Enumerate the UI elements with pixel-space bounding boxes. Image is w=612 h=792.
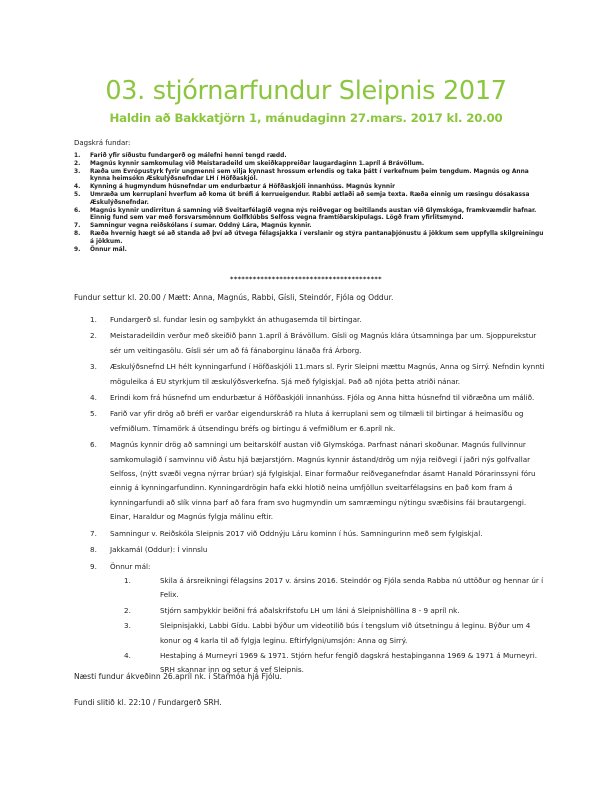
agenda-item: 9. Önnur mál.: [74, 246, 127, 253]
minutes-item: 8. Jakkamál (Oddur): Í vinnslu: [90, 545, 208, 555]
meeting-closed-line: Fundi slitið kl. 22:10 / Fundargerð SRH.: [74, 698, 222, 707]
minutes-item: 1. Fundargerð sl. fundar lesin og samþykkt án athugasemda til birtingar.: [90, 315, 362, 324]
agenda-item: 6. Magnús kynnir undirritun á samning við Sveitarfélagið vegna nýs reiðvegar og beitilands austan við Glymskóga, framkvæmdir hafnar. Einnig fund sem var með forsvarsmönnum Golfklúbbs Selfoss vegna framtíðarskipulags. Lögð fram yfirlitsmynd.: [74, 207, 537, 222]
minutes-item: 5. Farið var yfir drög að bréfi er varðar eigendurskráð ra hluta á kerruplani sem og tilmæli til birtingar á heimasíðu og vefmiðlum. Tímamörk á útsendingu bréfs og birtingu á vefmiðlum er 6.apríl nk.: [90, 409, 524, 433]
page-subtitle: Haldin að Bakkatjörn 1, mánudaginn 27.mars. 2017 kl. 20.00: [109, 111, 503, 125]
next-meeting-line: Næsti fundur ákveðinn 26.apríl nk. í Starmóa hjá Fjólu.: [74, 672, 282, 681]
other-matters-list: [110, 574, 545, 678]
page-title: 03. stjórnarfundur Sleipnis 2017: [105, 76, 507, 106]
other-matters-item: 3. Sleipnisjakki, Labbi Gídu. Labbi býður um videotilið bús í tengslum við útsetningu á leginu. Býður um 4 konur og 4 karla til að fylgja leginu. Eftirfylgni/umsjón: Anna og Sirrý.: [124, 621, 531, 645]
other-matters-item: 2. Stjórn samþykkir beiðni frá aðalskrifstofu LH um láni á Sleipnishöllina 8 - 9 apríl nk.: [124, 605, 460, 615]
agenda-item: 5. Umræða um kerruplani hverfum að koma út bréfi á kerrueigendur. Rabbi ætlaði að semja texta. Ræða einnig um ræsingu dósakassa Æskulýðsnefndar.: [74, 191, 530, 206]
meeting-set-line: Fundur settur kl. 20.00 / Mætt: Anna, Magnús, Rabbi, Gísli, Steindór, Fjóla og Oddur.: [74, 293, 394, 302]
agenda-list: [74, 153, 544, 254]
other-matters-item: 4. Hestaþing á Murneyri 1969 & 1971. Stjórn hefur fengið dagskrá hestaþinganna 1969 & 1971 á Murneyri. SRH skannar inn og setur á vef Sleipnis.: [124, 650, 538, 675]
minutes-list: [90, 313, 545, 680]
minutes-item: 2. Meistaradeildin verður með skeiðið þann 1.apríl á Brávöllum. Gísli og Magnús klára útsamninga þar um. Sjoppurekstur sér um veitingasölu. Gísli sér um að fá fánaborginu lánaða frá Árborg.: [90, 331, 537, 355]
other-matters-item: 1. Skila á ársreikningi félagsins 2017 v. ársins 2016. Steindór og Fjóla senda Rabba nú uttöður og hennar úr í Felix.: [124, 575, 544, 600]
agenda-item: 3. Ræða um Evrópustyrk fyrir ungmenni sem vilja kynnast hrossum erlendis og taka þátt í verkefnum þeim tengdum. Magnús og Anna kynna heimsókn Æskulýðsnefndar LH í Höfðaskjól.: [74, 168, 529, 183]
minutes-item: 9. Önnur mál: 1. Skila á ársreikningi félagsins 2017 v. ársins 2016. Steindór og Fjóla senda Rabba nú uttöður og hennar úr í Felix. 2. Stjórn samþykkir beiðni frá aðalskrifstofu LH um láni á Sleipnishöllina 8 - 9 apríl nk. 3. Sleipnisjakki, Labbi Gídu. Labbi býður um videotilið bús í tengslum við útsetningu á leginu. Býður um 4 konur og 4 karla til að fylgja leginu. Eftirfylgni/umsjón: Anna og Sirrý. 4. Hestaþing á Murneyri 1969 & 1971. Stjórn hefur fengið dagskrá hestaþinganna 1969 & 1971 á Murneyri. SRH skannar inn og setur á vef Sleipnis.: [90, 560, 545, 678]
minutes-item: 7. Samningur v. Reiðskóla Sleipnis 2017 við Oddnýju Láru kominn í hús. Samningurinn með sem fylgiskjal.: [90, 528, 483, 538]
minutes-item: 4. Erindi kom frá húsnefnd um endurbætur á Höfðaskjóli innanhúss. Fjóla og Anna hitta húsnefnd til viðræðna um málið.: [90, 393, 535, 403]
agenda-item: 4. Kynning á hugmyndum húsnefndar um endurbætur á Höfðaskjóli innanhúss. Magnús kynnir: [74, 184, 396, 191]
agenda-item: 1. Farið yfir síðustu fundargerð og málefni henni tengd rædd.: [74, 153, 287, 159]
minutes-item: 3. Æskulýðsnefnd LH hélt kynningarfund í Höfðaskjóli 11.mars sl. Fyrir Sleipni mættu Magnús, Anna og Sirrý. Nefndin kynnti möguleika á EU styrkjum til æskulýðsverkefna. Sjá með fylgiskjal. Það að njóta þetta atriði nánar.: [90, 362, 545, 386]
separator: ****************************************: [230, 275, 382, 283]
minutes-item: 6. Magnús kynnir drög að samningi um beitarskólf austan við Glymskóga. Þarfnast nánari skoðunar. Magnús fullvinnur samkomulagið í samvinnu við Ástu hjá bæjarstjórn. Magnús kynnir ástand/drög um nýja reiðvegi í jaðri nýs golfvallar Selfoss, (nýtt svæði vegna nýrrar brúar) sjá fylgiskjal. Einar formaður reiðveganefndar ásamt Hanald Þórarinssyni fóru einnig á kynningarfundinn. Kynningardrögin hafa ekki hlotið neina umfjöllun sveitarfélagsins en það kom fram á kynningarfundi að slík vinna þarf að fara fram svo hugmyndin um samræmingu nýtingu svæðisins fái brautargengi. Einar, Haraldur og Magnús fylgja málinu eftir.: [90, 440, 536, 522]
agenda-item: 8. Ræða hvernig hægt sé að standa að því að útvega félagsjakka í verslanir og stýra pantanaþjónustu á jökkum sem uppfylla skilgreiningu á jökkum.: [74, 230, 544, 245]
agenda-item: 7. Samningur vegna reiðskólans í sumar. Oddný Lára, Magnús kynnir.: [74, 223, 312, 230]
agenda-heading: Dagskrá fundar:: [74, 139, 131, 147]
agenda-item: 2. Magnús kynnir samkomulag við Meistaradeild um skeiðkappreiðar laugardaginn 1.apríl á Brávöllum.: [74, 160, 425, 167]
